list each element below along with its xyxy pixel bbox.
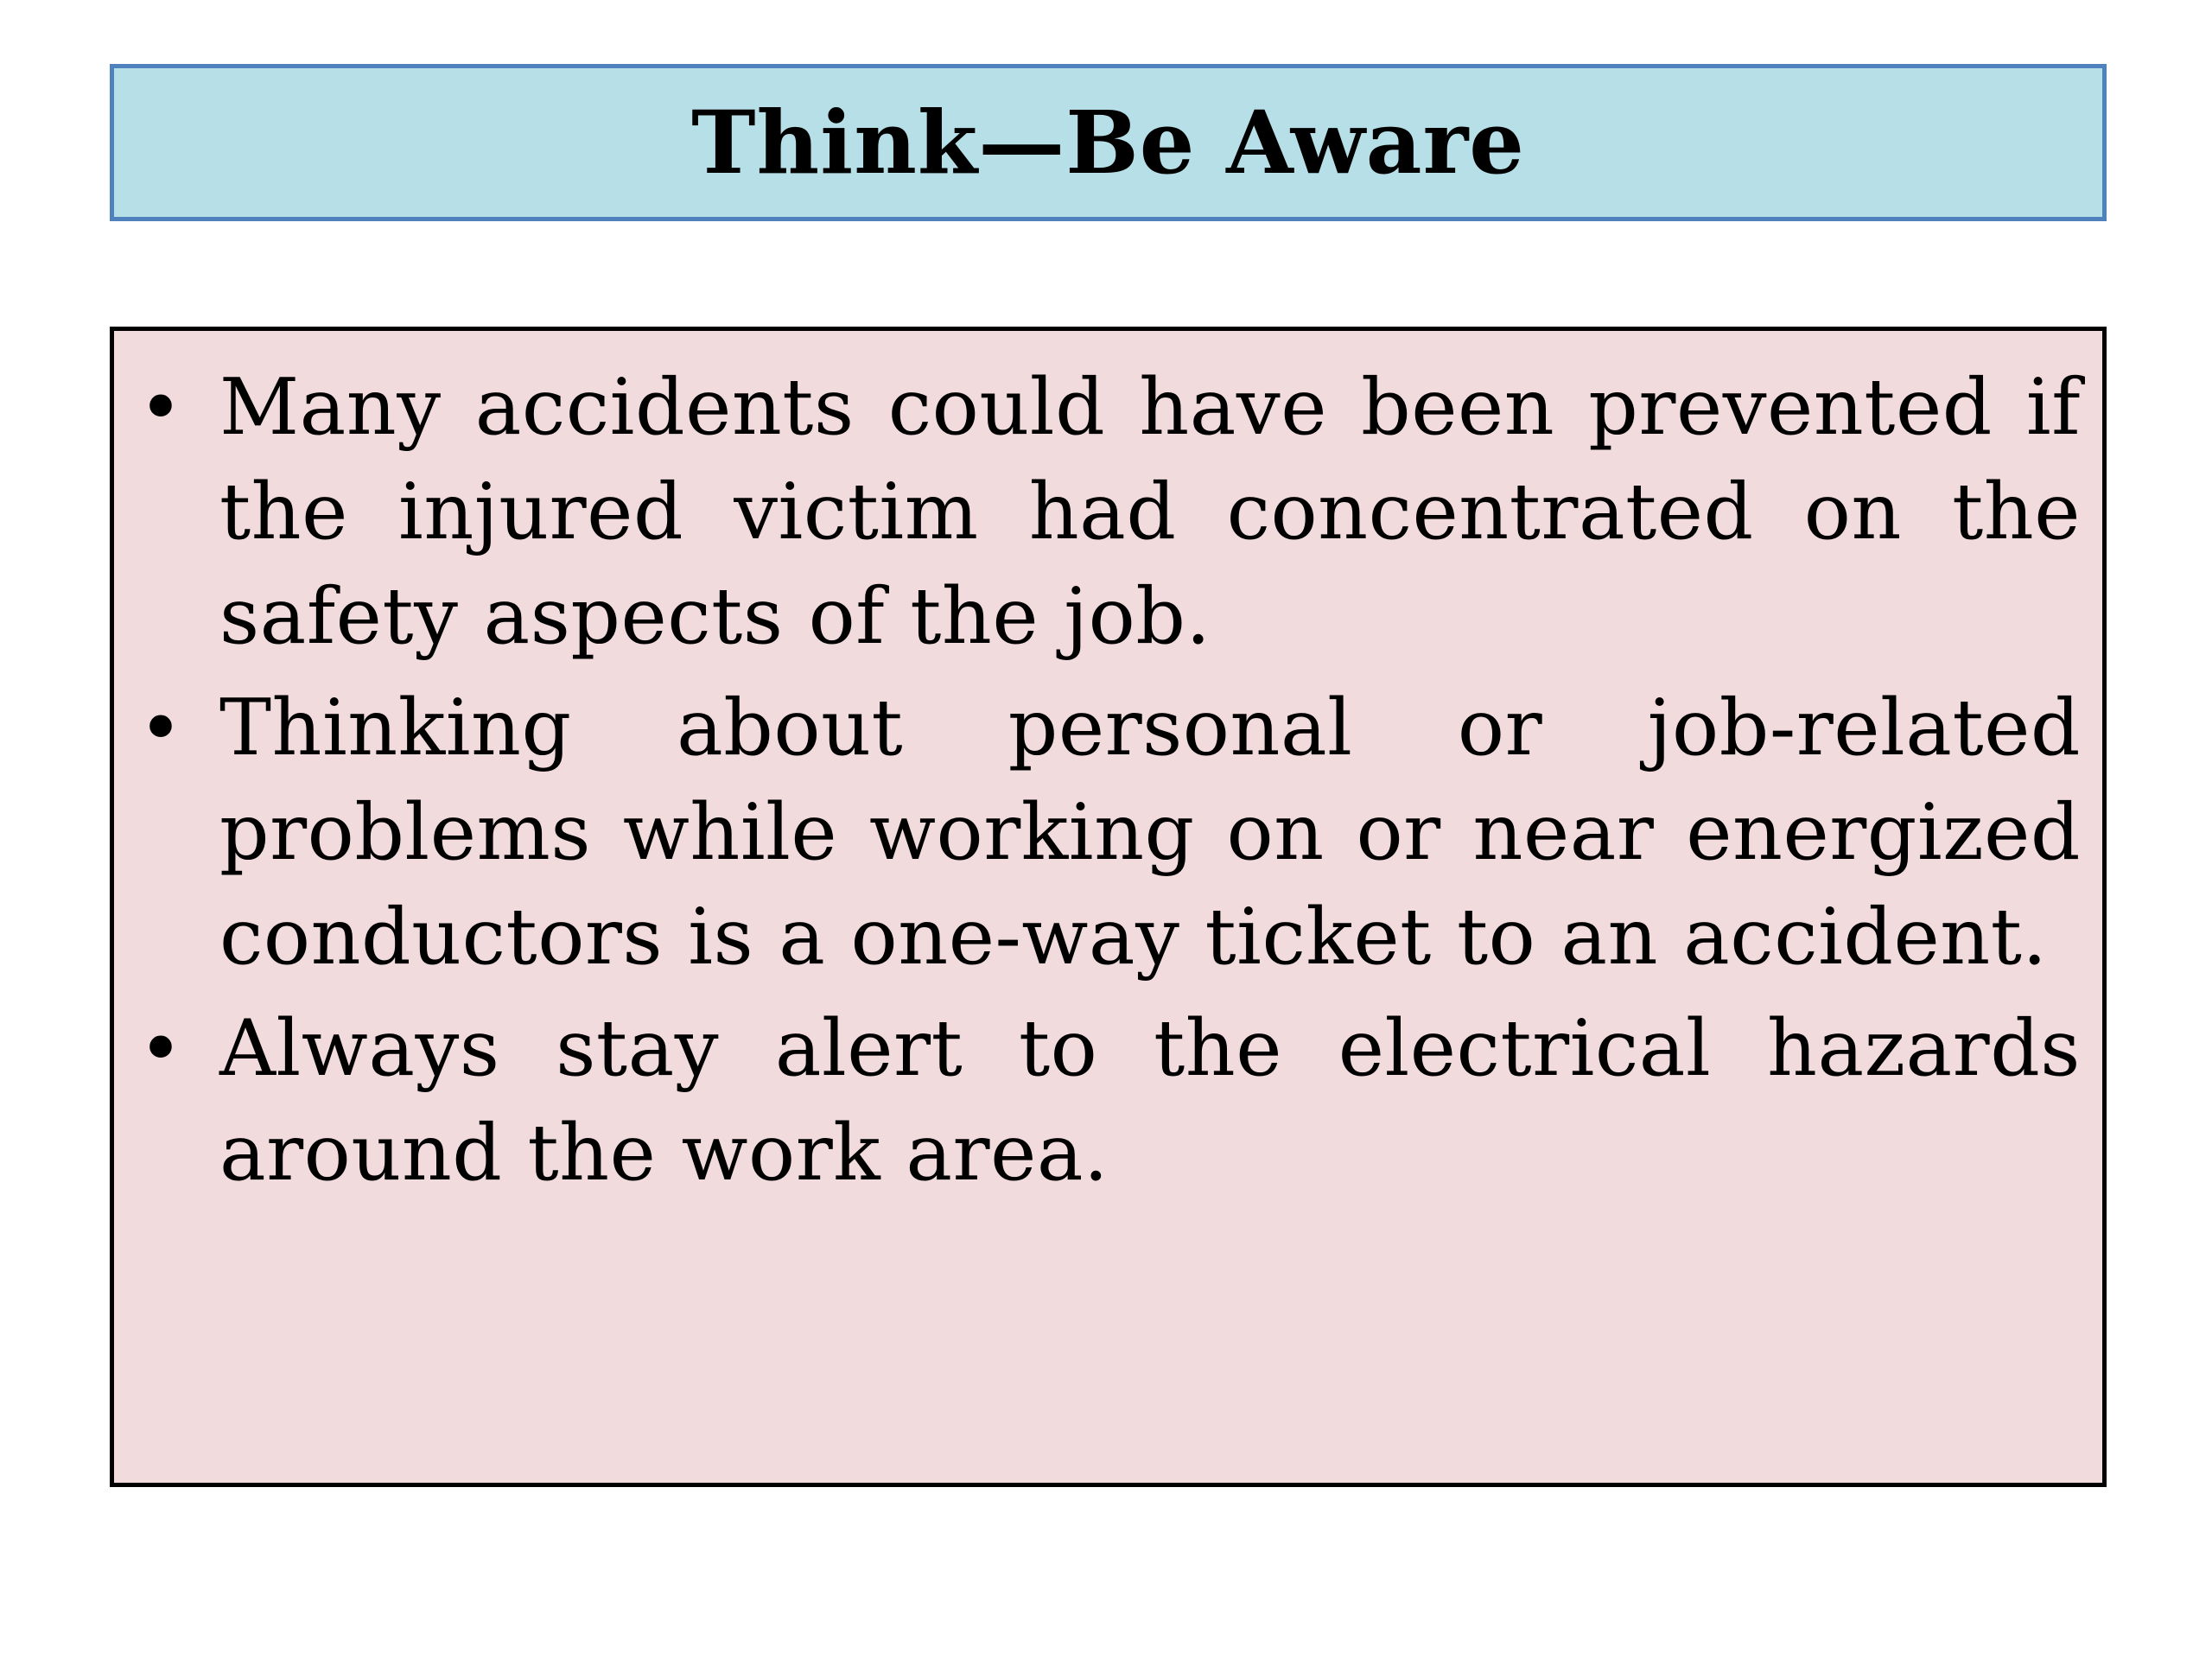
bullet-dot-icon: • bbox=[138, 683, 183, 772]
slide-title-box bbox=[110, 64, 2107, 221]
bullet-text: Thinking about personal or job-related problems while working on or near energized conductors is a one-way ticket to an accident. bbox=[219, 683, 2081, 982]
bullet-list bbox=[114, 355, 2102, 1212]
bullet-item-1 bbox=[114, 355, 2102, 669]
slide-content-box bbox=[110, 327, 2107, 1487]
bullet-text: Always stay alert to the electrical hazards around the work area. bbox=[219, 1003, 2081, 1198]
bullet-text: Many accidents could have been prevented if the injured victim had concentrated on the safety aspects of the job. bbox=[219, 362, 2081, 662]
bullet-dot-icon: • bbox=[138, 1004, 183, 1093]
bullet-dot-icon: • bbox=[138, 363, 183, 452]
slide-title: Think—Be Aware bbox=[691, 92, 1525, 194]
bullet-item-3 bbox=[114, 996, 2102, 1205]
bullet-item-2 bbox=[114, 676, 2102, 989]
